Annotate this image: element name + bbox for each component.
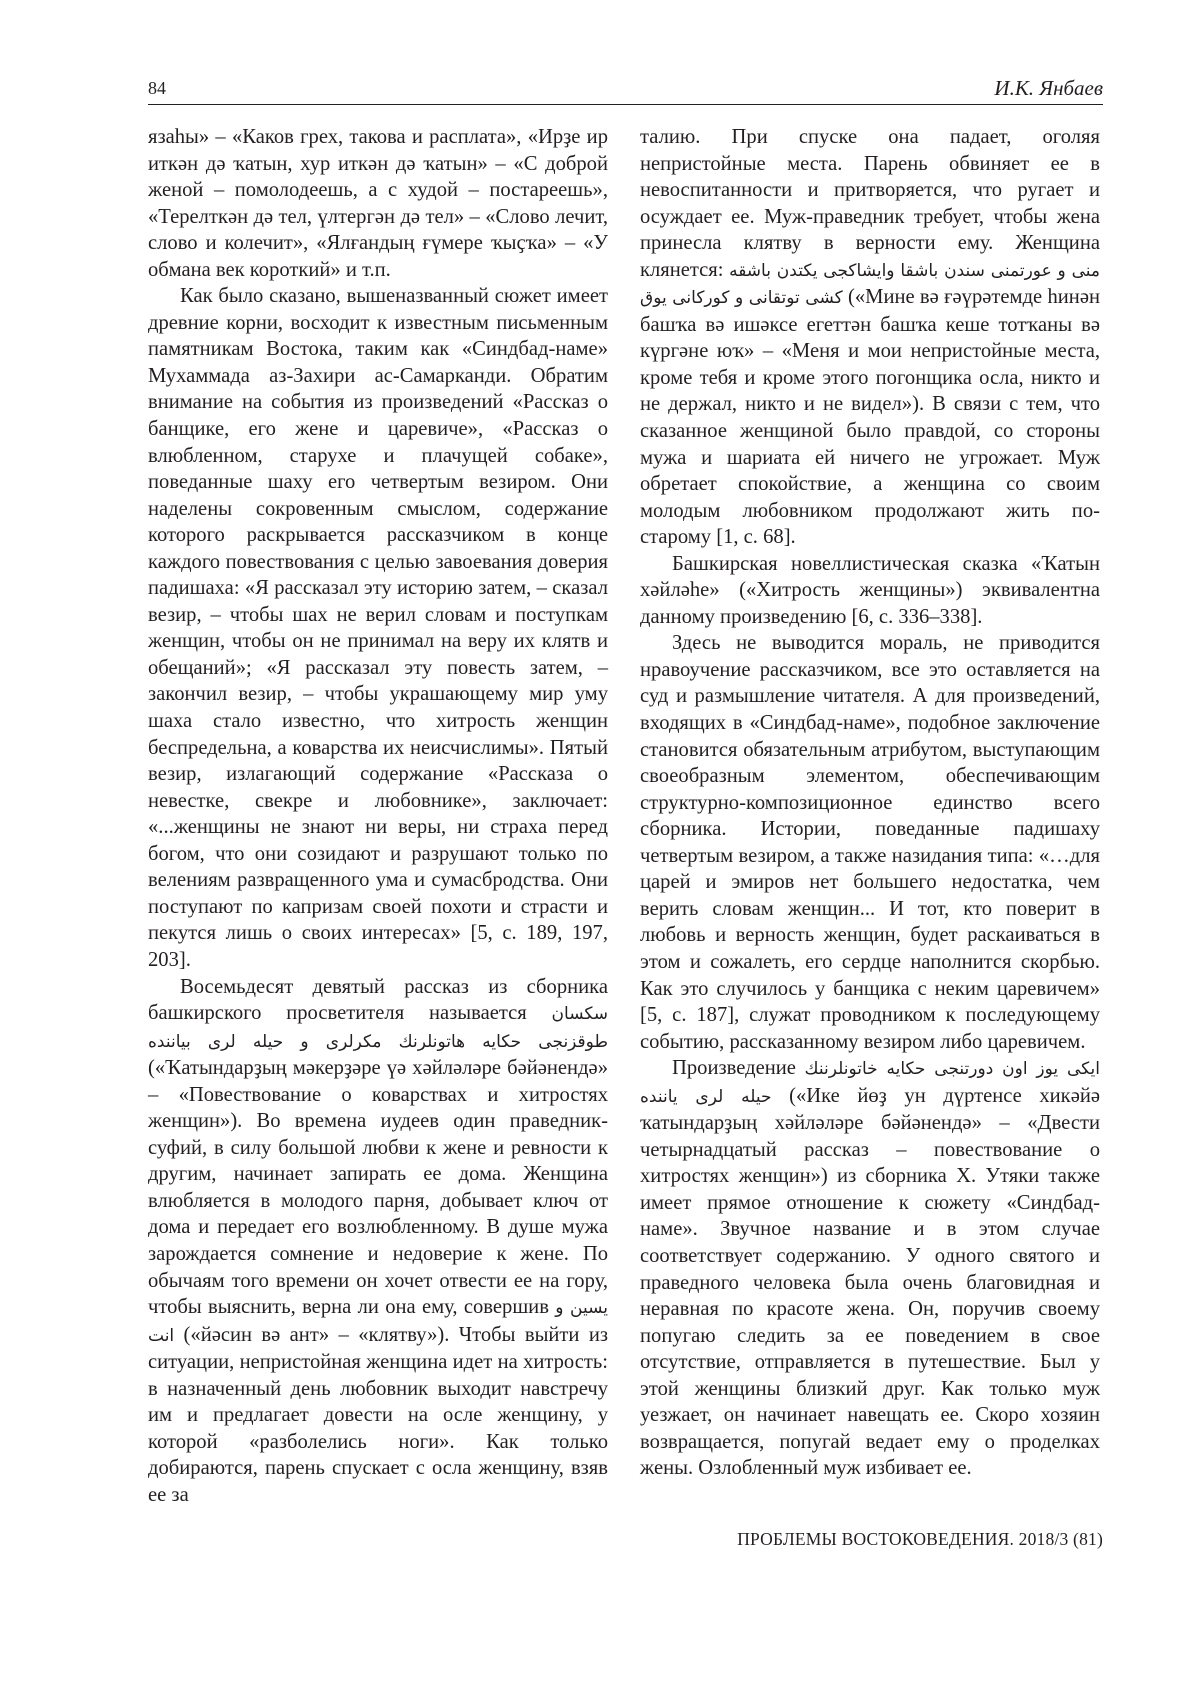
paragraph-text: Восемьдесят девятый рассказ из сборника башкирского просветителя называется: [148, 975, 608, 1025]
arabic-script-title: ايكى يوز اون دورتنجى حكايه خاتونلرننك حيله لرى ياننده: [640, 1059, 1100, 1107]
arabic-script-quote: منى و عورتمنى سندن باشقا وايشاكجى يكتدن باشقه كشى توتقانى و كوركانى يوق: [640, 260, 1100, 309]
paragraph-text: («йәсин вә ант» – «клятву»). Чтобы выйти из ситуации, непристойная женщина идет на хитрость: в назначенный день любовник выходит навстречу им и предлагает довести на осле женщину, у которой «разболелись ноги». Как только добираются, парень спускает с осла женщину, взяв ее за: [148, 1323, 608, 1506]
paragraph: [640, 124, 1100, 551]
running-head-author: И.К. Янбаев: [994, 76, 1103, 100]
paragraph-text: Произведение: [672, 1057, 796, 1080]
arabic-script-phrase: يسين و انت: [148, 1298, 608, 1346]
paragraph-text: талию. При спуске она падает, оголяя непристойные места. Парень обвиняет ее в невоспитанности и притворяется, что ругает и осуждает ее. Муж-праведник требует, чтобы жена принесла клятву в верности ему. Женщина клянется:: [640, 126, 1100, 281]
running-head: [148, 78, 1103, 105]
paragraph: язаһы» – «Каков грех, такова и расплата», «Ирҙе ир иткән дә ҡатын, хур иткән дә ҡатын» – «С доброй женой – помолодеешь, а с худой – постареешь», «Терелткән дә тел, үлтергән дә тел» – «Слово лечит, слово и колечит», «Ялғандың ғүмере ҡыҫҡа» – «У обмана век короткий» и т.п.: [148, 126, 608, 281]
paragraph: Здесь не выводится мораль, не приводится нравоучение рассказчиком, все это оставляется на суд и размышление читателя. А для произведений, входящих в «Синдбад-наме», подобное заключение становится обязательным атрибутом, выступающим своеобразным элементом, обеспечивающим структурно-композиционное единство всего сборника. Истории, поведанные падишаху четвертым везиром, а также назидания типа: «…для царей и эмиров нет большего недостатка, чем верить словам женщин... И тот, кто поверит в любовь и верность женщин, будет раскаиваться в этом и сожалеть, его сердце наполнится скорбью. Как это случилось у банщика с неким царевичем» [5, с. 187], служат проводником к последующему событию, рассказанному везиром либо царевичем.: [640, 632, 1100, 1053]
paragraph-text: («Ҡатындарҙың мәкерҙәре үә хәйләләре бәйәнендә» – «Повествование о коварствах и хитростях женщин»). Во времена иудеев один праведник-суфий, в силу большой любви к жене и ревности к другим, начинает запирать ее дома. Женщина влюбляется в молодого парня, добывает ключ от дома и передает его возлюбленному. В душе мужа зарождается сомнение и недоверие к жене. По обычаям того времени он хочет отвести ее на гору, чтобы выяснить, верна ли она ему, совершив: [148, 1057, 608, 1319]
paragraph-text: («Мине вә ғәүрәтемде һинән башҡа вә ишәксе егеттән башҡа кеше тотҡаны вә күргәне юҡ» – «Меня и мои непристойные места, кроме тебя и кроме этого погонщика осла, никто и не держал, никто и не видел»). В связи с тем, что сказанное женщиной было правдой, со стороны мужа и шариата ей ничего не угрожает. Муж обретает спокойствие, а женщина со своим молодым любовником продолжают жить по-старому [1, с. 68].: [640, 286, 1100, 549]
paragraph: Как было сказано, вышеназванный сюжет имеет древние корни, восходит к известным письменным памятникам Востока, таким как «Синдбад-наме» Мухаммада аз-Захири ас-Самарканди. Обратим внимание на события из произведений «Рассказ о банщике, его жене и царевиче», «Рассказ о влюбленном, старухе и плачущей собаке», поведанные шаху его четвертым везиром. Они наделены сокровенным смыслом, содержание которого раскрывается рассказчиком в конце каждого повествования с целью завоевания доверия падишаха: «Я рассказал эту историю затем, – сказал везир, – чтобы шах не верил словам и поступкам женщин, чтобы он не принимал на веру их клятв и обещаний»; «Я рассказал эту повесть затем, – закончил везир, – чтобы украшающему мир уму шаха стало известно, что хитрость женщин беспредельна, а коварства их неисчислимы». Пятый везир, излагающий содержание «Рассказа о невестке, свекре и любовнике», заключает: «...женщины не знают ни веры, ни страха перед богом, что они созидают и разрушают только по велениям развращенного ума и сумасбродства. Они поступают по капризам своей похоти и страсти и пекутся лишь о своих интересах» [5, с. 189, 197, 203].: [148, 285, 608, 971]
page-number: 84: [148, 78, 166, 98]
left-column: [148, 124, 608, 1508]
journal-footer: ПРОБЛЕМЫ ВОСТОКОВЕДЕНИЯ. 2018/3 (81): [737, 1529, 1103, 1549]
paragraph: [640, 1055, 1100, 1482]
paragraph: [148, 974, 608, 1509]
right-column: [640, 124, 1100, 1482]
paragraph-text: («Ике йөҙ ун дүртенсе хикәйә ҡатындарҙың хәйләләре бәйәнендә» – «Двести четырнадцатый рассказ – повествование о хитростях женщин») из сборника Х. Утяки также имеет прямое отношение к сюжету «Синдбад-наме». Звучное название и в этом случае соответствует содержанию. У одного святого и праведного человека была очень благовидная и неравная по красоте жена. Он, поручив своему попугаю следить за ее поведением в свое отсутствие, отправляется в путешествие. Был у этой женщины близкий друг. Как только муж уезжает, он начинает навещать ее. Скоро хозяин возвращается, попугай ведает ему о проделках жены. Озлобленный муж избивает ее.: [640, 1084, 1100, 1480]
arabic-script-title: سكسان طوقزنجى حكايه هاتونلرنك مكرلرى و حيله لرى بياننده: [148, 1004, 609, 1052]
paragraph: Башкирская новеллистическая сказка «Ҡатын хәйләһе» («Хитрость женщины») эквивалентна данному произведению [6, с. 336–338].: [640, 552, 1100, 628]
